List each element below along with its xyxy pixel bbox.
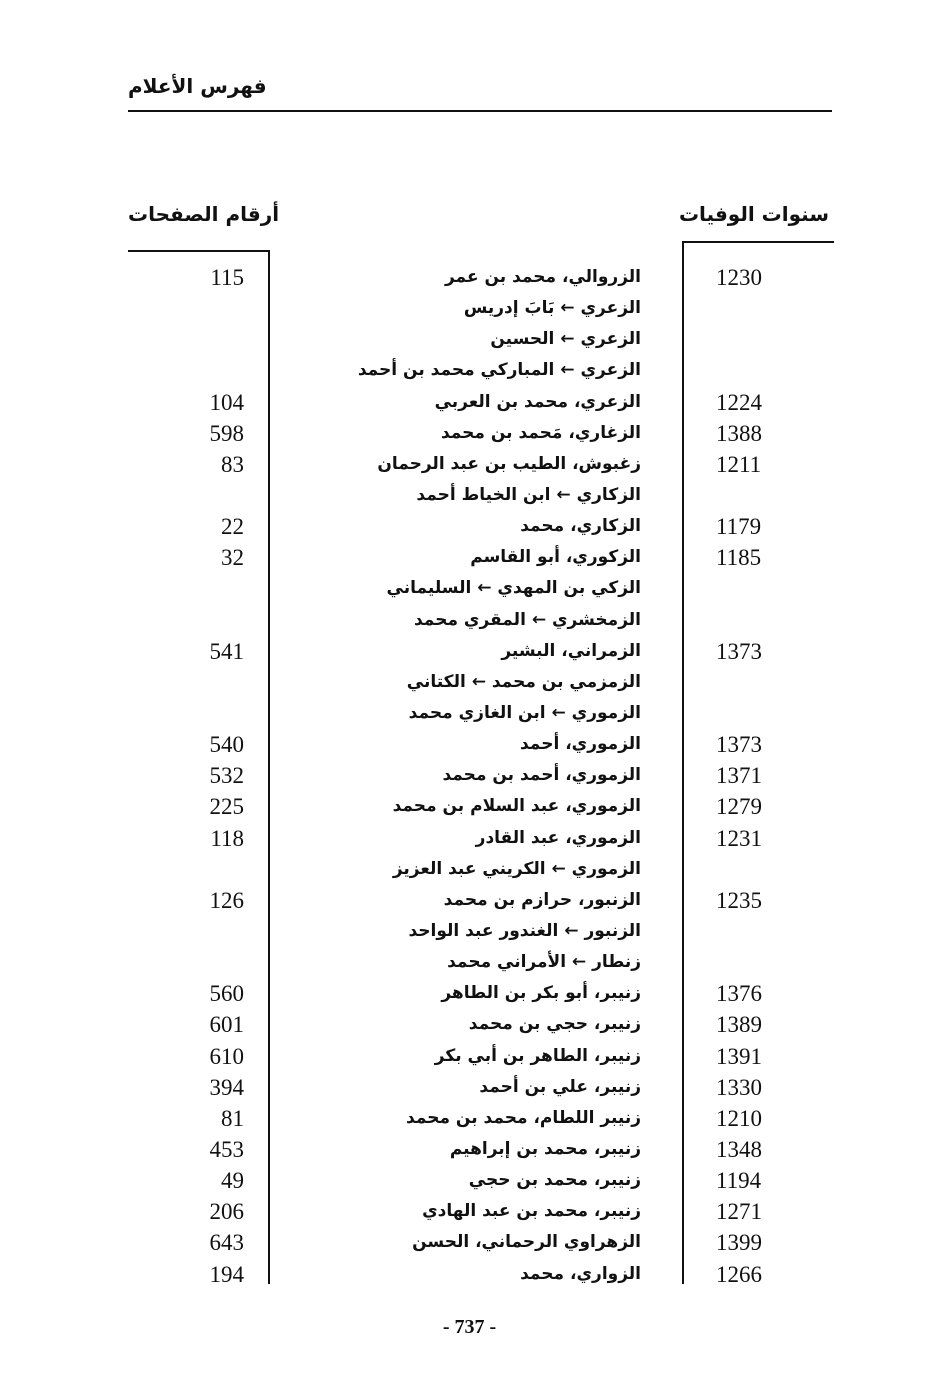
index-entry-row: [0, 605, 939, 636]
entry-page-number: 81: [221, 1105, 244, 1131]
index-entry-row: [0, 480, 939, 511]
entry-name: الزموري ← الكريني عبد العزيز: [392, 858, 641, 879]
entry-page-number: 22: [221, 514, 244, 540]
entry-name: الزغاري، مَحمد بن محمد: [440, 422, 641, 443]
entry-name: الزكاري ← ابن الخياط أحمد: [416, 484, 641, 505]
entry-page-number: 49: [221, 1168, 244, 1194]
entry-death-year: 1330: [716, 1074, 762, 1100]
entry-name: الزنبور، حرازم بن محمد: [443, 889, 641, 910]
index-entry-row: [0, 1165, 939, 1196]
entry-page-number: 32: [221, 545, 244, 571]
entry-name: زغبوش، الطيب بن عبد الرحمان: [377, 453, 641, 474]
index-entry-row: [0, 449, 939, 480]
entry-name: الزموري، أحمد: [519, 734, 641, 755]
entry-death-year: 1210: [716, 1105, 762, 1131]
entry-page-number: 225: [209, 794, 244, 820]
entry-death-year: 1373: [716, 638, 762, 664]
entry-page-number: 394: [209, 1074, 244, 1100]
index-entry-row: [0, 854, 939, 885]
index-entry-row: [0, 885, 939, 916]
entry-name: زنيبر، محمد بن إبراهيم: [449, 1138, 641, 1159]
entry-name: الزعري ← الحسين: [490, 329, 641, 350]
entry-page-number: 104: [209, 389, 244, 415]
page-number: - 737 -: [442, 1316, 497, 1338]
entry-name: زنيبر، محمد بن عبد الهادي: [422, 1201, 641, 1222]
pages-column-header: أرقام الصفحات: [128, 202, 280, 226]
entry-name: زنيبر، الطاهر بن أبي بكر: [434, 1045, 641, 1066]
entry-page-number: 206: [209, 1199, 244, 1225]
index-entry-row: [0, 698, 939, 729]
index-entry-row: [0, 387, 939, 418]
entry-death-year: 1185: [716, 545, 762, 571]
entry-page-number: 560: [209, 981, 244, 1007]
entry-death-year: 1388: [716, 420, 762, 446]
entry-death-year: 1179: [716, 514, 762, 540]
entry-death-year: 1230: [716, 265, 762, 290]
index-entry-row: [0, 1103, 939, 1134]
entry-name: الزمخشري ← المقري محمد: [413, 609, 641, 630]
entry-name: زنطار ← الأمراني محمد: [447, 952, 641, 973]
entry-death-year: 1224: [716, 389, 762, 415]
entry-name: الزواري، محمد: [520, 1263, 641, 1284]
entry-page-number: 115: [210, 265, 244, 290]
index-entry-row: [0, 823, 939, 854]
entry-death-year: 1231: [716, 825, 762, 851]
entry-page-number: 126: [209, 887, 244, 913]
entry-name: الزموري، عبد السلام بن محمد: [392, 796, 641, 817]
entry-name: زنيبر، حجي بن محمد: [468, 1014, 641, 1035]
entry-name: الزكي بن المهدي ← السليماني: [386, 578, 641, 599]
entry-page-number: 532: [209, 763, 244, 789]
entry-name: الزنبور ← الغندور عبد الواحد: [408, 920, 641, 941]
entry-death-year: 1271: [716, 1199, 762, 1225]
index-entry-row: [0, 916, 939, 947]
index-entry-row: [0, 293, 939, 324]
entry-name: زنيبر، محمد بن حجي: [468, 1170, 641, 1191]
entry-page-number: 610: [209, 1043, 244, 1069]
entry-name: الزعري، محمد بن العربي: [434, 391, 641, 412]
entry-page-number: 118: [210, 825, 244, 851]
entry-death-year: 1279: [716, 794, 762, 820]
index-entry-row: [0, 418, 939, 449]
years-column-rule-top: [682, 241, 834, 243]
entry-death-year: 1371: [716, 763, 762, 789]
entry-death-year: 1391: [716, 1043, 762, 1069]
index-entry-row: [0, 1196, 939, 1227]
index-entry-row: [0, 1072, 939, 1103]
index-entry-row: [0, 573, 939, 604]
entry-death-year: 1373: [716, 732, 762, 758]
entry-page-number: 643: [209, 1230, 244, 1256]
entry-death-year: 1389: [716, 1012, 762, 1038]
entry-name: الزموري، عبد القادر: [475, 827, 641, 848]
entry-name: الزهراوي الرحماني، الحسن: [412, 1232, 641, 1253]
entry-name: الزموري، أحمد بن محمد: [442, 765, 641, 786]
entry-death-year: 1266: [716, 1261, 762, 1287]
entry-name: زنيبر، أبو بكر بن الطاهر: [441, 983, 641, 1004]
index-entry-row: [0, 760, 939, 791]
index-entry-row: [0, 1259, 939, 1290]
index-entry-row: [0, 947, 939, 978]
entry-name: زنيبر اللطام، محمد بن محمد: [406, 1107, 641, 1128]
index-entry-row: [0, 1227, 939, 1258]
index-entry-row: [0, 791, 939, 822]
entry-death-year: 1348: [716, 1136, 762, 1162]
entry-page-number: 453: [209, 1136, 244, 1162]
entry-page-number: 194: [209, 1261, 244, 1287]
entry-name: الزمراني، البشير: [501, 640, 641, 661]
index-entry-row: [0, 511, 939, 542]
index-entry-row: [0, 324, 939, 355]
index-entry-row: [0, 542, 939, 573]
entry-death-year: 1235: [716, 887, 762, 913]
entry-name: الزعري ← بَابَ إدريس: [463, 298, 641, 319]
index-entry-row: [0, 667, 939, 698]
index-entries: [0, 262, 939, 1290]
entry-death-year: 1376: [716, 981, 762, 1007]
header-rule: [128, 110, 832, 112]
entry-name: الزروالي، محمد بن عمر: [444, 267, 641, 287]
index-entry-row: [0, 978, 939, 1009]
entry-death-year: 1399: [716, 1230, 762, 1256]
death-years-column-header: سنوات الوفيات: [678, 202, 829, 226]
entry-name: الزكوري، أبو القاسم: [470, 547, 641, 568]
entry-page-number: 541: [209, 638, 244, 664]
entry-page-number: 540: [209, 732, 244, 758]
index-entry-row: [0, 1041, 939, 1072]
index-entry-row: [0, 355, 939, 386]
index-entry-row: [0, 1134, 939, 1165]
index-entry-row: [0, 636, 939, 667]
entry-page-number: 601: [209, 1012, 244, 1038]
index-entry-row: [0, 1009, 939, 1040]
entry-name: الزموري ← ابن الغازي محمد: [408, 702, 641, 723]
entry-name: الزعري ← المباركي محمد بن أحمد: [357, 360, 641, 381]
pages-column-rule-top: [128, 250, 270, 252]
entry-name: الزمزمي بن محمد ← الكتاني: [406, 671, 641, 692]
entry-name: الزكاري، محمد: [520, 516, 641, 537]
entry-page-number: 83: [221, 451, 244, 477]
entry-death-year: 1194: [716, 1168, 762, 1194]
running-title: فهرس الأعلام: [128, 74, 267, 98]
index-entry-row: [0, 262, 939, 293]
entry-page-number: 598: [209, 420, 244, 446]
entry-death-year: 1211: [716, 451, 762, 477]
entry-name: زنيبر، علي بن أحمد: [479, 1076, 641, 1097]
index-entry-row: [0, 729, 939, 760]
